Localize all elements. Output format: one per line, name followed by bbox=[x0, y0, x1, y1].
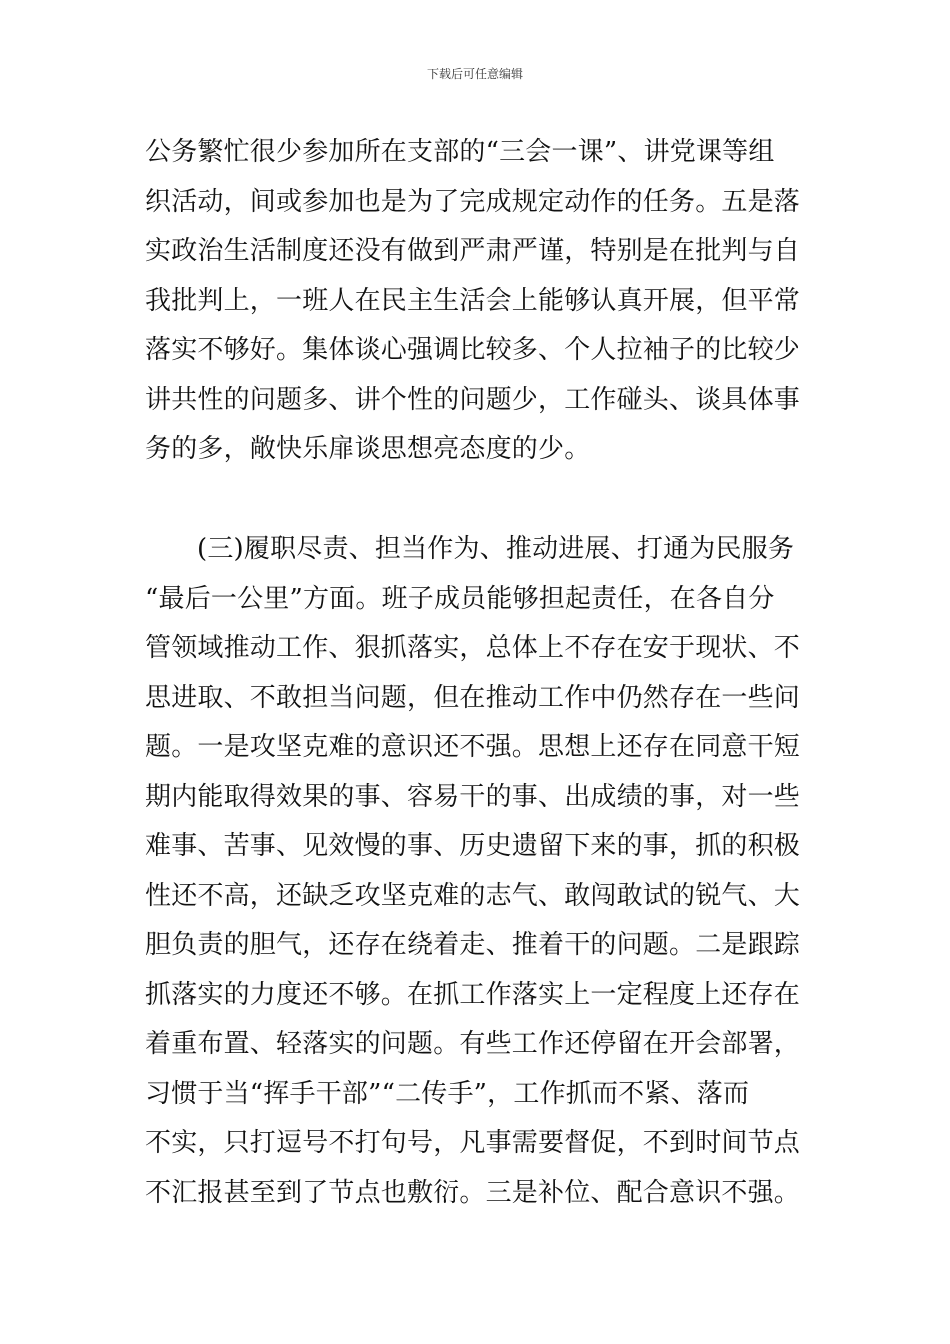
text-line: “最后一公里”方面。班子成员能够担起责任，在各自分 bbox=[145, 583, 775, 614]
text-line: 讲共性的问题多、讲个性的问题少，工作碰头、谈具体事 bbox=[145, 384, 801, 415]
text-line: 题。一是攻坚克难的意识还不强。思想上还存在同意干短 bbox=[145, 732, 801, 762]
text-line: 期内能取得效果的事、容易干的事、出成绩的事，对一些 bbox=[145, 781, 801, 812]
text-line: 习惯于当“挥手干部”“二传手”，工作抓而不紧、落而 bbox=[145, 1078, 750, 1109]
text-line: 不汇报甚至到了节点也敷衍。三是补位、配合意识不强。 bbox=[145, 1177, 801, 1208]
text-line: 难事、苦事、见效慢的事、历史遗留下来的事，抓的积极 bbox=[145, 831, 801, 861]
paragraph-2 bbox=[145, 525, 810, 1218]
paragraph-1 bbox=[145, 128, 810, 475]
text-line: 性还不高，还缺乏攻坚克难的志气、敢闯敢试的锐气、大 bbox=[145, 880, 801, 911]
text-line: 实政治生活制度还没有做到严肃严谨，特别是在批判与自 bbox=[145, 236, 801, 266]
text-line: 落实不够好。集体谈心强调比较多、个人拉袖子的比较少 bbox=[145, 335, 801, 365]
text-line: 抓落实的力度还不够。在抓工作落实上一定程度上还存在 bbox=[145, 979, 801, 1010]
text-line: 着重布置、轻落实的问题。有些工作还停留在开会部署， bbox=[145, 1029, 801, 1059]
text-line: 不实，只打逗号不打句号，凡事需要督促，不到时间节点 bbox=[145, 1128, 801, 1158]
text-line-indented: (三)履职尽责、担当作为、推动进展、打通为民服务 bbox=[197, 534, 795, 564]
page-header: 下载后可任意编辑 bbox=[426, 67, 523, 81]
text-line: 公务繁忙很少参加所在支部的“三会一课”、讲党课等组 bbox=[145, 137, 775, 167]
text-line: 织活动，间或参加也是为了完成规定动作的任务。五是落 bbox=[145, 186, 801, 217]
text-line: 胆负责的胆气，还存在绕着走、推着干的问题。二是跟踪 bbox=[145, 930, 801, 960]
text-line: 思进取、不敢担当问题，但在推动工作中仍然存在一些问 bbox=[145, 682, 801, 713]
text-line: 我批判上，一班人在民主生活会上能够认真开展，但平常 bbox=[145, 285, 801, 316]
text-line: 务的多，敞快乐扉谈思想亮态度的少。 bbox=[145, 434, 591, 464]
text-line: 管领域推动工作、狠抓落实，总体上不存在安于现状、不 bbox=[145, 633, 801, 663]
